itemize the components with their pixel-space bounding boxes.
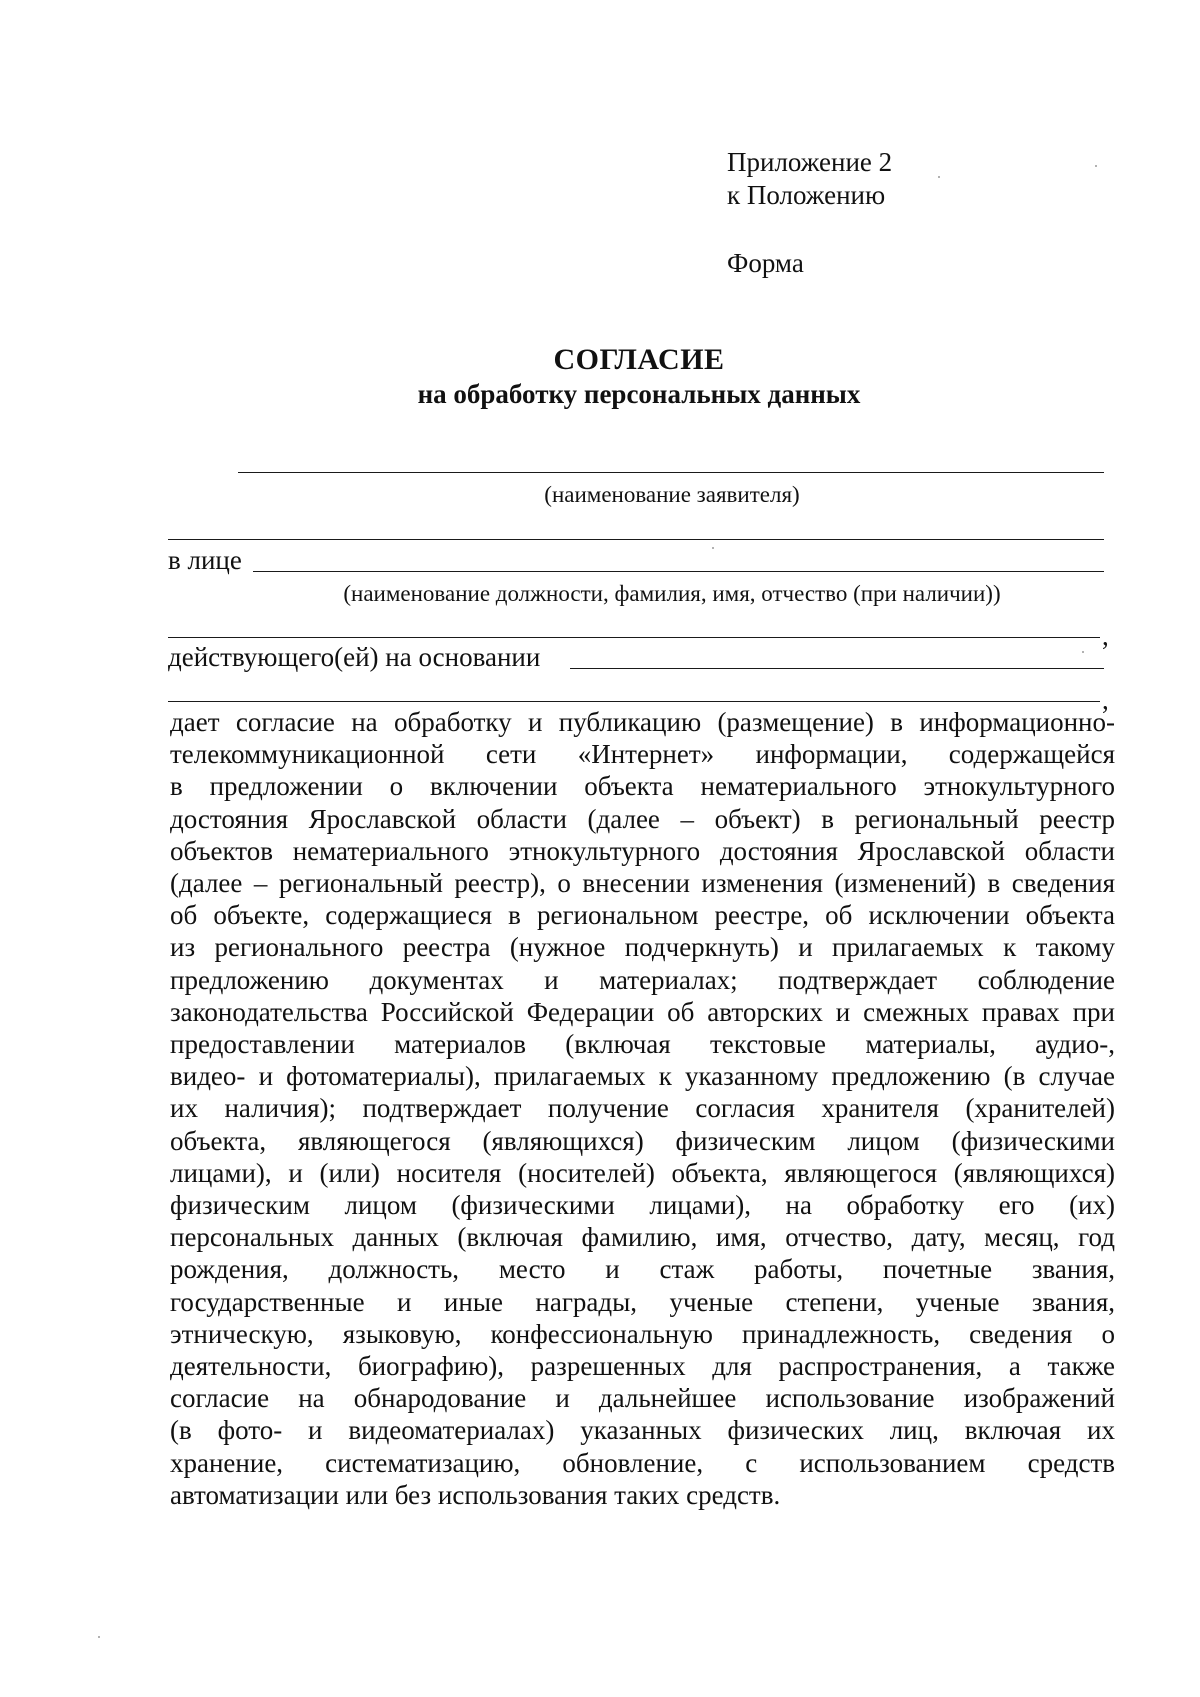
- acting-basis-label: действующего(ей) на основании: [168, 642, 541, 672]
- acting-basis-continuation-line: [168, 701, 1100, 702]
- body-line: лицами), и (или) носителя (носителей) объекта, являющегося (являющихся): [170, 1157, 1115, 1188]
- body-line: из регионального реестра (нужное подчеркнуть) и прилагаемых к такому: [170, 932, 1115, 963]
- document-subtitle: на обработку персональных данных: [417, 379, 861, 409]
- applicant-continuation-line: [168, 539, 1104, 540]
- annex-number: Приложение 2: [727, 147, 893, 177]
- body-line: автоматизации или без использования таких средств.: [170, 1479, 781, 1510]
- body-line: предоставлении материалов (включая текстовые материалы, аудио-,: [170, 1029, 1115, 1060]
- body-line: персональных данных (включая фамилию, имя, отчество, дату, месяц, год: [170, 1222, 1115, 1253]
- body-line: объекта, являющегося (являющихся) физическим лицом (физическими: [170, 1125, 1115, 1156]
- annex-reference: к Положению: [727, 180, 886, 210]
- representative-continuation-line: [168, 637, 1100, 638]
- scan-speck: [1095, 165, 1097, 167]
- applicant-name-caption: (наименование заявителя): [544, 482, 800, 507]
- body-line: согласие на обнародование и дальнейшее использование изображений: [170, 1383, 1115, 1414]
- document-title: СОГЛАСИЕ: [553, 343, 725, 376]
- body-line: телекоммуникационной сети «Интернет» информации, содержащейся: [170, 739, 1115, 770]
- body-line: физическим лицом (физическими лицами), на обработку его (их): [170, 1190, 1115, 1221]
- body-line: государственные и иные награды, ученые степени, ученые звания,: [170, 1286, 1115, 1317]
- body-line: дает согласие на обработку и публикацию (размещение) в информационно-: [170, 707, 1115, 737]
- scan-speck: [1082, 651, 1084, 653]
- representative-line: [253, 571, 1104, 572]
- body-line: объектов нематериального этнокультурного достояния Ярославской области: [170, 835, 1115, 866]
- acting-basis-line: [570, 668, 1104, 669]
- body-line: (в фото- и видеоматериалах) указанных физических лиц, включая их: [170, 1415, 1115, 1446]
- body-line: в предложении о включении объекта нематериального этнокультурного: [170, 771, 1115, 802]
- body-line: рождения, должность, место и стаж работы, почетные звания,: [170, 1254, 1115, 1285]
- consent-body-text: [170, 706, 1115, 1511]
- body-line: законодательства Российской Федерации об авторских и смежных правах при: [170, 996, 1115, 1027]
- body-line: видео- и фотоматериалы), прилагаемых к указанному предложению (в случае: [170, 1061, 1115, 1092]
- in-person-label: в лице: [168, 545, 242, 575]
- applicant-name-line: [238, 472, 1104, 473]
- body-line: (далее – региональный реестр), о внесении изменения (изменений) в сведения: [170, 868, 1115, 899]
- body-line: деятельности, биографию), разрешенных для распространения, а также: [170, 1351, 1115, 1382]
- body-line: достояния Ярославской области (далее – объект) в региональный реестр: [170, 803, 1115, 834]
- body-line: этническую, языковую, конфессиональную принадлежность, сведения о: [170, 1318, 1115, 1349]
- body-line: хранение, систематизацию, обновление, с использованием средств: [170, 1447, 1115, 1478]
- body-line: об объекте, содержащиеся в региональном реестре, об исключении объекта: [170, 900, 1115, 931]
- body-line: предложению документах и материалах; подтверждает соблюдение: [170, 964, 1115, 995]
- scan-speck: [938, 176, 940, 178]
- body-line: их наличия); подтверждает получение согласия хранителя (хранителей): [170, 1093, 1115, 1124]
- form-label: Форма: [727, 248, 804, 278]
- line-end-comma: ,: [1102, 685, 1109, 715]
- representative-caption: (наименование должности, фамилия, имя, отчество (при наличии)): [343, 581, 1001, 606]
- line-end-comma: ,: [1102, 621, 1109, 651]
- scan-speck: [98, 1636, 100, 1638]
- scan-speck: [712, 547, 714, 549]
